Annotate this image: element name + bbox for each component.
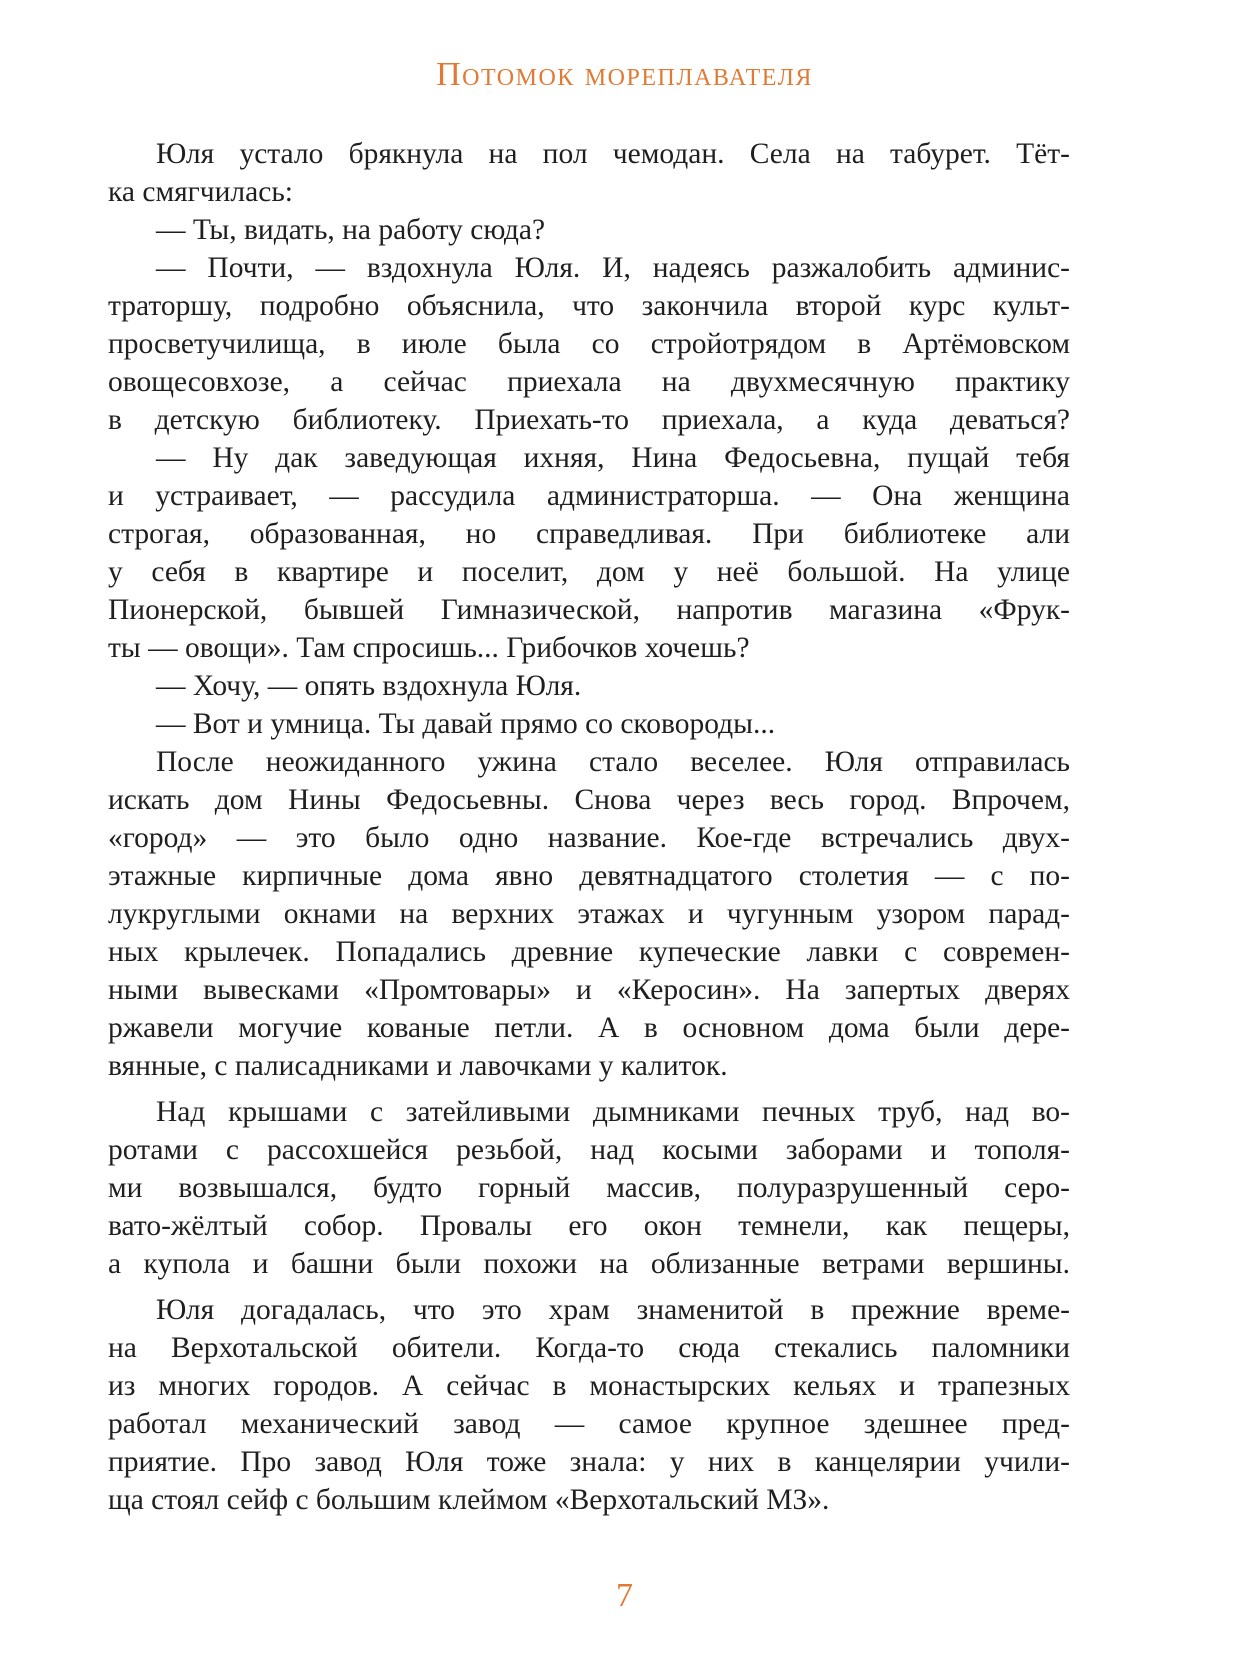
text-line: ных крылечек. Попадались древние купеческие лавки с современ- <box>108 936 1070 968</box>
text-line: Над крышами с затейливыми дымниками печных труб, над во- <box>156 1096 1070 1128</box>
text-line: — Хочу, — опять вздохнула Юля. <box>156 670 582 702</box>
text-line: — Почти, — вздохнула Юля. И, надеясь разжалобить админис- <box>156 252 1070 284</box>
text-line: Юля устало брякнула на пол чемодан. Села на табурет. Тёт- <box>156 138 1070 170</box>
text-line: и устраивает, — рассудила администраторша. — Она женщина <box>108 480 1070 512</box>
text-line: строгая, образованная, но справедливая. При библиотеке али <box>108 518 1070 550</box>
page-number: 7 <box>616 1577 633 1614</box>
text-line: ща стоял сейф с большим клеймом «Верхотальский МЗ». <box>108 1484 830 1516</box>
text-line: ными вывесками «Промтовары» и «Керосин». На запертых дверях <box>108 974 1070 1006</box>
text-line: приятие. Про завод Юля тоже знала: у них в канцелярии учили- <box>108 1446 1070 1478</box>
text-line: После неожиданного ужина стало веселее. Юля отправилась <box>156 746 1070 778</box>
text-line: из многих городов. А сейчас в монастырских кельях и трапезных <box>108 1370 1070 1402</box>
text-line: — Вот и умница. Ты давай прямо со сковороды... <box>156 708 776 740</box>
text-line: траторшу, подробно объяснила, что закончила второй курс культ- <box>108 290 1070 322</box>
text-line: ржавели могучие кованые петли. А в основном дома были дере- <box>108 1012 1070 1044</box>
text-line: «город» — это было одно название. Кое-где встречались двух- <box>108 822 1070 854</box>
text-line: ты — овощи». Там спросишь... Грибочков хочешь? <box>108 632 750 664</box>
text-line: в детскую библиотеку. Приехать-то приехала, а куда деваться? <box>108 404 1070 436</box>
text-line: — Ну дак заведующая ихняя, Нина Федосьевна, пущай тебя <box>156 442 1070 474</box>
running-head: Потомок мореплавателя <box>436 56 813 93</box>
text-line: просветучилища, в июле была со стройотрядом в Артёмовском <box>108 328 1070 360</box>
text-line: вянные, с палисадниками и лавочками у калиток. <box>108 1050 728 1082</box>
text-line: работал механический завод — самое крупное здешнее пред- <box>108 1408 1070 1440</box>
text-line: овощесовхозе, а сейчас приехала на двухмесячную практику <box>108 366 1070 398</box>
body-text <box>108 135 1070 1519</box>
text-line: на Верхотальской обители. Когда-то сюда стекались паломники <box>108 1332 1070 1364</box>
text-line: Юля догадалась, что это храм знаменитой в прежние време- <box>156 1294 1070 1326</box>
text-line: Пионерской, бывшей Гимназической, напротив магазина «Фрук- <box>108 594 1070 626</box>
text-line: а купола и башни были похожи на облизанные ветрами вершины. <box>108 1248 1070 1280</box>
text-line: ротами с рассохшейся резьбой, над косыми заборами и тополя- <box>108 1134 1070 1166</box>
text-line: искать дом Нины Федосьевны. Снова через весь город. Впрочем, <box>108 784 1070 816</box>
text-line: у себя в квартире и поселит, дом у неё большой. На улице <box>108 556 1070 588</box>
text-line: этажные кирпичные дома явно девятнадцатого столетия — с по- <box>108 860 1070 892</box>
text-line: — Ты, видать, на работу сюда? <box>156 214 546 246</box>
text-line: лукруглыми окнами на верхних этажах и чугунным узором парад- <box>108 898 1070 930</box>
text-line: ка смягчилась: <box>108 176 293 208</box>
text-line: ми возвышался, будто горный массив, полуразрушенный серо- <box>108 1172 1070 1204</box>
text-line: вато-жёлтый собор. Провалы его окон темнели, как пещеры, <box>108 1210 1070 1242</box>
